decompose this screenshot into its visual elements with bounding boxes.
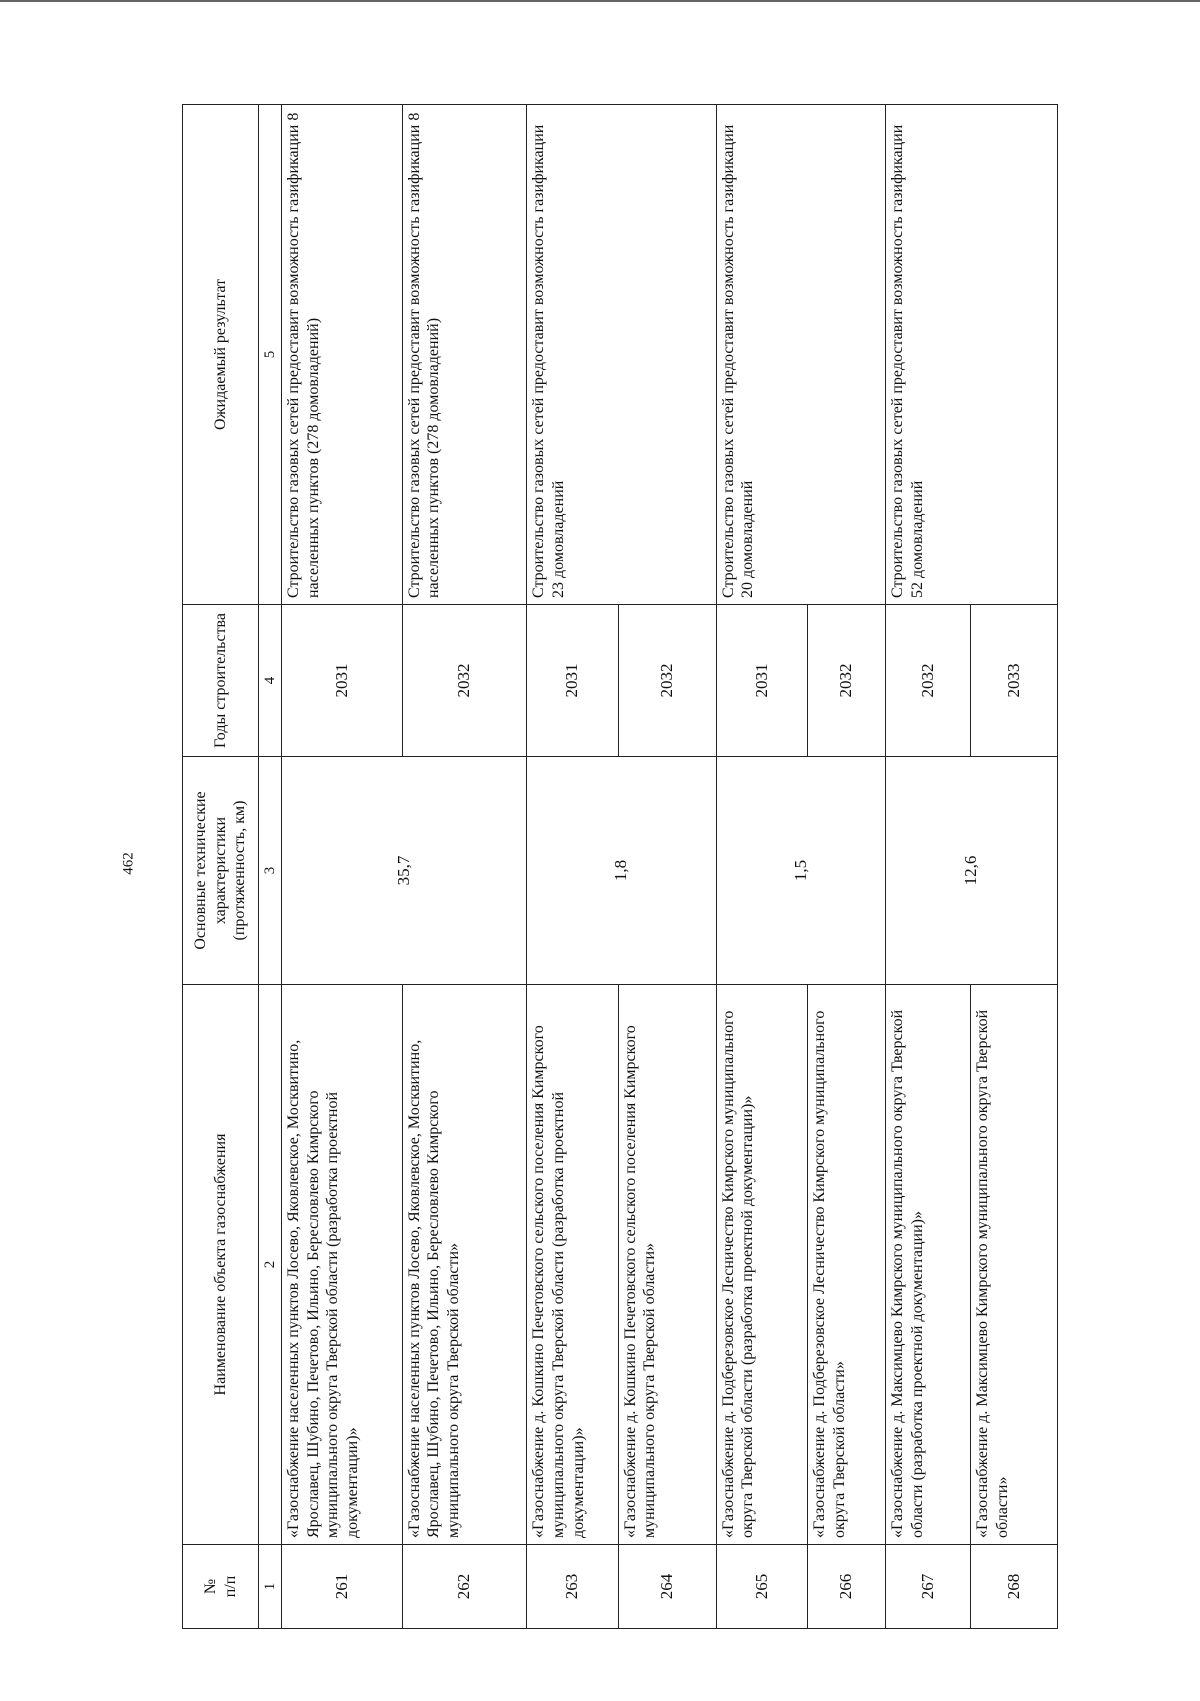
object-name: «Газоснабжение д. Подберезовское Лесничество Кимрского муниципального округа Тверской области (разработка проектной документации)»: [716, 985, 807, 1545]
row-number: 267: [886, 1545, 971, 1629]
length-value: 12,6: [886, 757, 1058, 985]
gasification-table: [182, 104, 1058, 1629]
construction-year: 2031: [282, 605, 402, 757]
column-number: 1: [259, 1545, 282, 1629]
object-name: «Газоснабжение д. Максимцево Кимрского муниципального округа Тверской области (разработка проектной документации)»: [886, 985, 971, 1545]
length-value: 1,8: [527, 757, 716, 985]
column-number: 3: [259, 757, 282, 985]
table-row: [886, 105, 971, 1629]
length-value: 1,5: [716, 757, 885, 985]
object-name: «Газоснабжение д. Подберезовское Лесничество Кимрского муниципального округа Тверской области»: [808, 985, 886, 1545]
column-number: 2: [259, 985, 282, 1545]
row-number: 262: [402, 1545, 527, 1629]
construction-year: 2032: [402, 605, 527, 757]
header-result: Ожидаемый результат: [183, 105, 259, 605]
expected-result: Строительство газовых сетей предоставит возможность газификации 23 домовладений: [527, 105, 716, 605]
object-name: «Газоснабжение д. Максимцево Кимрского муниципального округа Тверской области»: [971, 985, 1058, 1545]
table-row: [282, 105, 402, 1629]
construction-year: 2031: [716, 605, 807, 757]
page-number: 462: [120, 852, 137, 875]
length-value: 35,7: [282, 757, 527, 985]
page-top-border: [0, 0, 1200, 2]
row-number: 268: [971, 1545, 1058, 1629]
expected-result: Строительство газовых сетей предоставит возможность газификации 52 домовладений: [886, 105, 1058, 605]
column-number: 4: [259, 605, 282, 757]
header-years: Годы строительства: [183, 605, 259, 757]
row-number: 264: [618, 1545, 716, 1629]
row-number: 261: [282, 1545, 402, 1629]
construction-year: 2032: [618, 605, 716, 757]
header-name: Наименование объекта газоснабжения: [183, 985, 259, 1545]
column-number-row: [259, 105, 282, 1629]
construction-year: 2031: [527, 605, 618, 757]
expected-result: Строительство газовых сетей предоставит возможность газификации 8 населенных пунктов (278 домовладений): [402, 105, 527, 605]
table-row: [527, 105, 618, 1629]
expected-result: Строительство газовых сетей предоставит возможность газификации 8 населенных пунктов (278 домовладений): [282, 105, 402, 605]
object-name: «Газоснабжение населенных пунктов Лосево, Яковлевское, Москвитино, Ярославец, Шубино, Печетово, Ильино, Бересловлево Кимрского муниципального округа Тверской области (разработка проектной документации)»: [282, 985, 402, 1545]
construction-year: 2032: [886, 605, 971, 757]
row-number: 265: [716, 1545, 807, 1629]
expected-result: Строительство газовых сетей предоставит возможность газификации 20 домовладений: [716, 105, 885, 605]
table-row: [716, 105, 807, 1629]
object-name: «Газоснабжение населенных пунктов Лосево, Яковлевское, Москвитино, Ярославец, Шубино, Печетово, Ильино, Бересловлево Кимрского муниципального округа Тверской области»: [402, 985, 527, 1545]
rotated-table-region: [180, 101, 1060, 1701]
object-name: «Газоснабжение д. Кошкино Печетовского сельского поселения Кимрского муниципального округа Тверской области»: [618, 985, 716, 1545]
object-name: «Газоснабжение д. Кошкино Печетовского сельского поселения Кимрского муниципального округа Тверской области (разработка проектной документации)»: [527, 985, 618, 1545]
column-number: 5: [259, 105, 282, 605]
header-number: № п/п: [183, 1545, 259, 1629]
row-number: 266: [808, 1545, 886, 1629]
header-characteristics: Основные технические характеристики (протяженность, км): [183, 757, 259, 985]
construction-year: 2033: [971, 605, 1058, 757]
row-number: 263: [527, 1545, 618, 1629]
construction-year: 2032: [808, 605, 886, 757]
